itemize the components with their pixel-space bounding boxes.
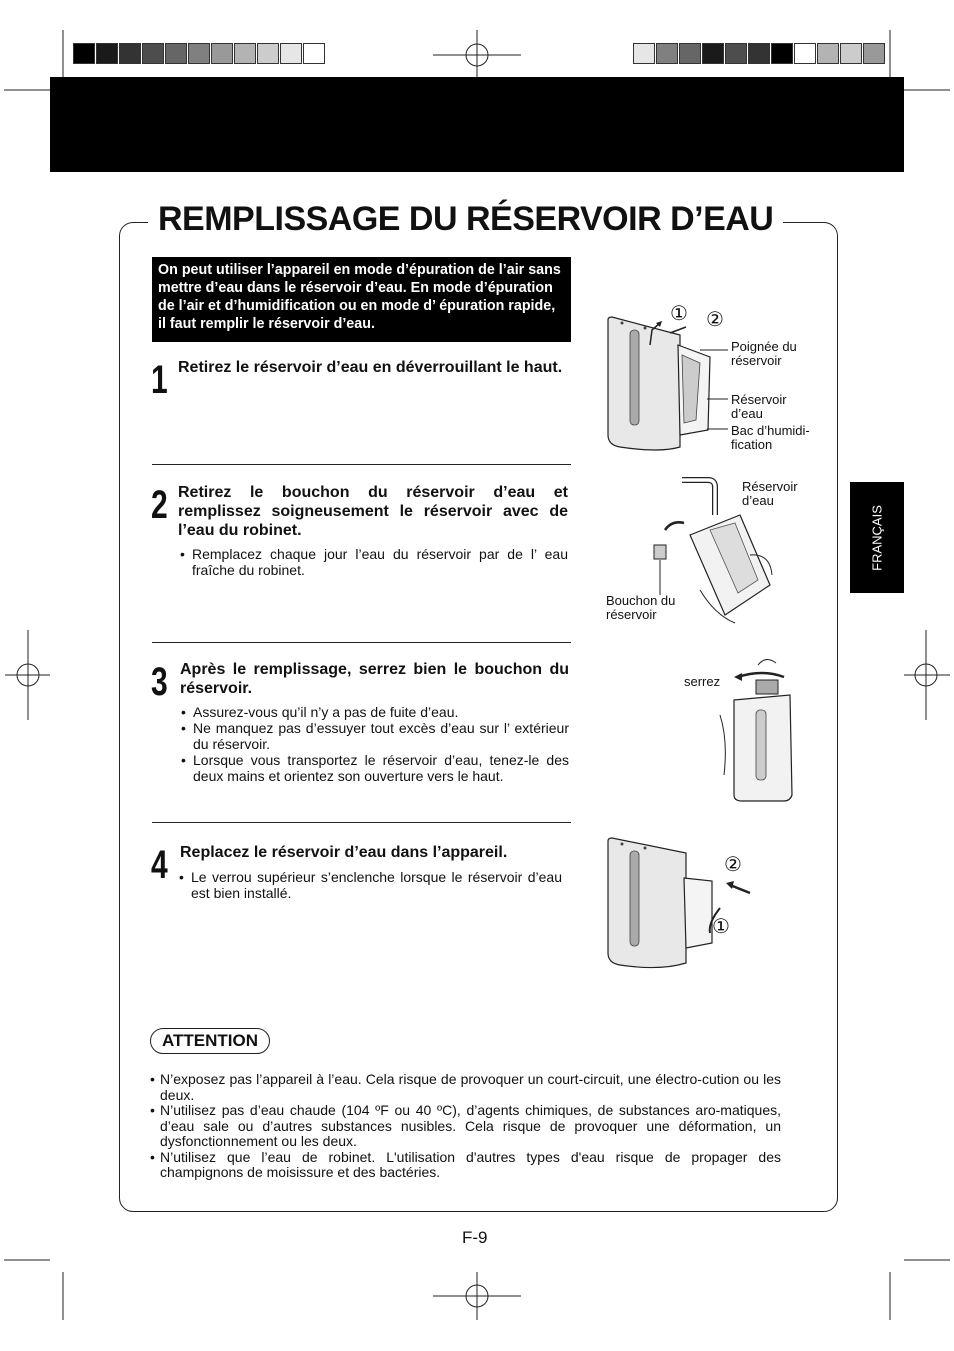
color-swatch [96, 43, 118, 64]
label-handle: Poignée du réservoir [731, 339, 797, 368]
label-tray: Bac d’humidi- fication [731, 423, 810, 452]
note: • Le verrou supérieur s’enclenche lorsque le réservoir d’eau est bien installé. [179, 869, 562, 901]
color-swatch [211, 43, 233, 64]
color-swatch [748, 43, 770, 64]
color-swatch [303, 43, 325, 64]
figure-tighten-cap [710, 655, 830, 805]
step-2-number: 2 [151, 483, 168, 527]
divider [152, 642, 571, 643]
color-swatch [794, 43, 816, 64]
step-4-heading: Replacez le réservoir d’eau dans l’appareil. [180, 844, 508, 861]
marker-1: ① [670, 303, 688, 325]
color-swatch [702, 43, 724, 64]
label-tank: Réservoir d’eau [731, 392, 787, 421]
step-2-heading: Retirez le bouchon du réservoir d’eau et remplissez soigneusement le réservoir avec de l’eau du robinet. [178, 484, 568, 539]
step-4-notes [179, 869, 562, 901]
color-swatch [863, 43, 885, 64]
color-swatch [771, 43, 793, 64]
label-tighten: serrez [684, 674, 721, 689]
language-tab [850, 482, 904, 593]
step-1-number: 1 [151, 358, 168, 402]
color-swatch [234, 43, 256, 64]
note: • Remplacez chaque jour l’eau du réservoir par de l’ eau fraîche du robinet. [180, 546, 568, 578]
marker-2: ② [706, 309, 724, 331]
attention-badge: ATTENTION [150, 1028, 270, 1054]
divider [152, 464, 571, 465]
note: • Lorsque vous transportez le réservoir d’eau, tenez-le des deux mains et orientez son ouverture vers le haut. [181, 752, 569, 784]
label-tank: Réservoir d’eau [742, 479, 798, 508]
page-number: F-9 [462, 1228, 488, 1247]
step-4-number: 4 [151, 843, 168, 887]
color-swatch [633, 43, 655, 64]
header-bar [50, 77, 904, 172]
color-swatch [73, 43, 95, 64]
step-2-notes [180, 546, 568, 578]
color-swatch [656, 43, 678, 64]
attention-list [150, 1072, 781, 1181]
color-bar-left [73, 43, 326, 66]
color-swatch [142, 43, 164, 64]
note: • Ne manquez pas d’essuyer tout excès d’eau sur l’ extérieur du réservoir. [181, 720, 569, 752]
marker-2: ② [724, 854, 742, 876]
color-swatch [280, 43, 302, 64]
step-3-notes [181, 704, 569, 784]
note: • Assurez-vous qu’il n’y a pas de fuite d’eau. [181, 704, 569, 720]
warning-item: • N’utilisez pas d’eau chaude (104 ºF ou 40 ºC), d’agents chimiques, de substances aro-matiques, d’eau sale ou d’autres substances nusibles. Cela risque de provoquer une déformation, un dysfonctionnement ou les deux. [150, 1103, 781, 1150]
page-title: REMPLISSAGE DU RÉSERVOIR D’EAU [148, 200, 783, 239]
color-swatch [257, 43, 279, 64]
color-swatch [840, 43, 862, 64]
color-swatch [817, 43, 839, 64]
divider [152, 822, 571, 823]
step-1-heading: Retirez le réservoir d’eau en déverrouillant le haut. [178, 359, 563, 376]
warning-item: • N’exposez pas l’appareil à l’eau. Cela risque de provoquer un court-circuit, une électro-cution ou les deux. [150, 1072, 781, 1103]
warning-item: • N’utilisez que l’eau de robinet. L'utilisation d'autres types d'eau risque de propager des champignons de moisissure et des bactéries. [150, 1150, 781, 1181]
step-3-number: 3 [151, 660, 168, 704]
color-swatch [119, 43, 141, 64]
step-3-heading: Après le remplissage, serrez bien le bouchon du réservoir. [180, 661, 569, 697]
language-label: FRANÇAIS [869, 504, 885, 571]
label-cap: Bouchon du réservoir [606, 593, 676, 622]
color-swatch [679, 43, 701, 64]
color-swatch [725, 43, 747, 64]
color-swatch [165, 43, 187, 64]
color-swatch [188, 43, 210, 64]
color-bar-right [633, 43, 886, 66]
intro-box: On peut utiliser l’appareil en mode d’épuration de l’air sans mettre d’eau dans le réservoir d’eau. En mode d’épuration de l’air et d’humidification ou en mode d’ épuration rapide, il faut remplir le réservoir d’eau. [152, 257, 571, 342]
marker-1: ① [712, 916, 730, 938]
